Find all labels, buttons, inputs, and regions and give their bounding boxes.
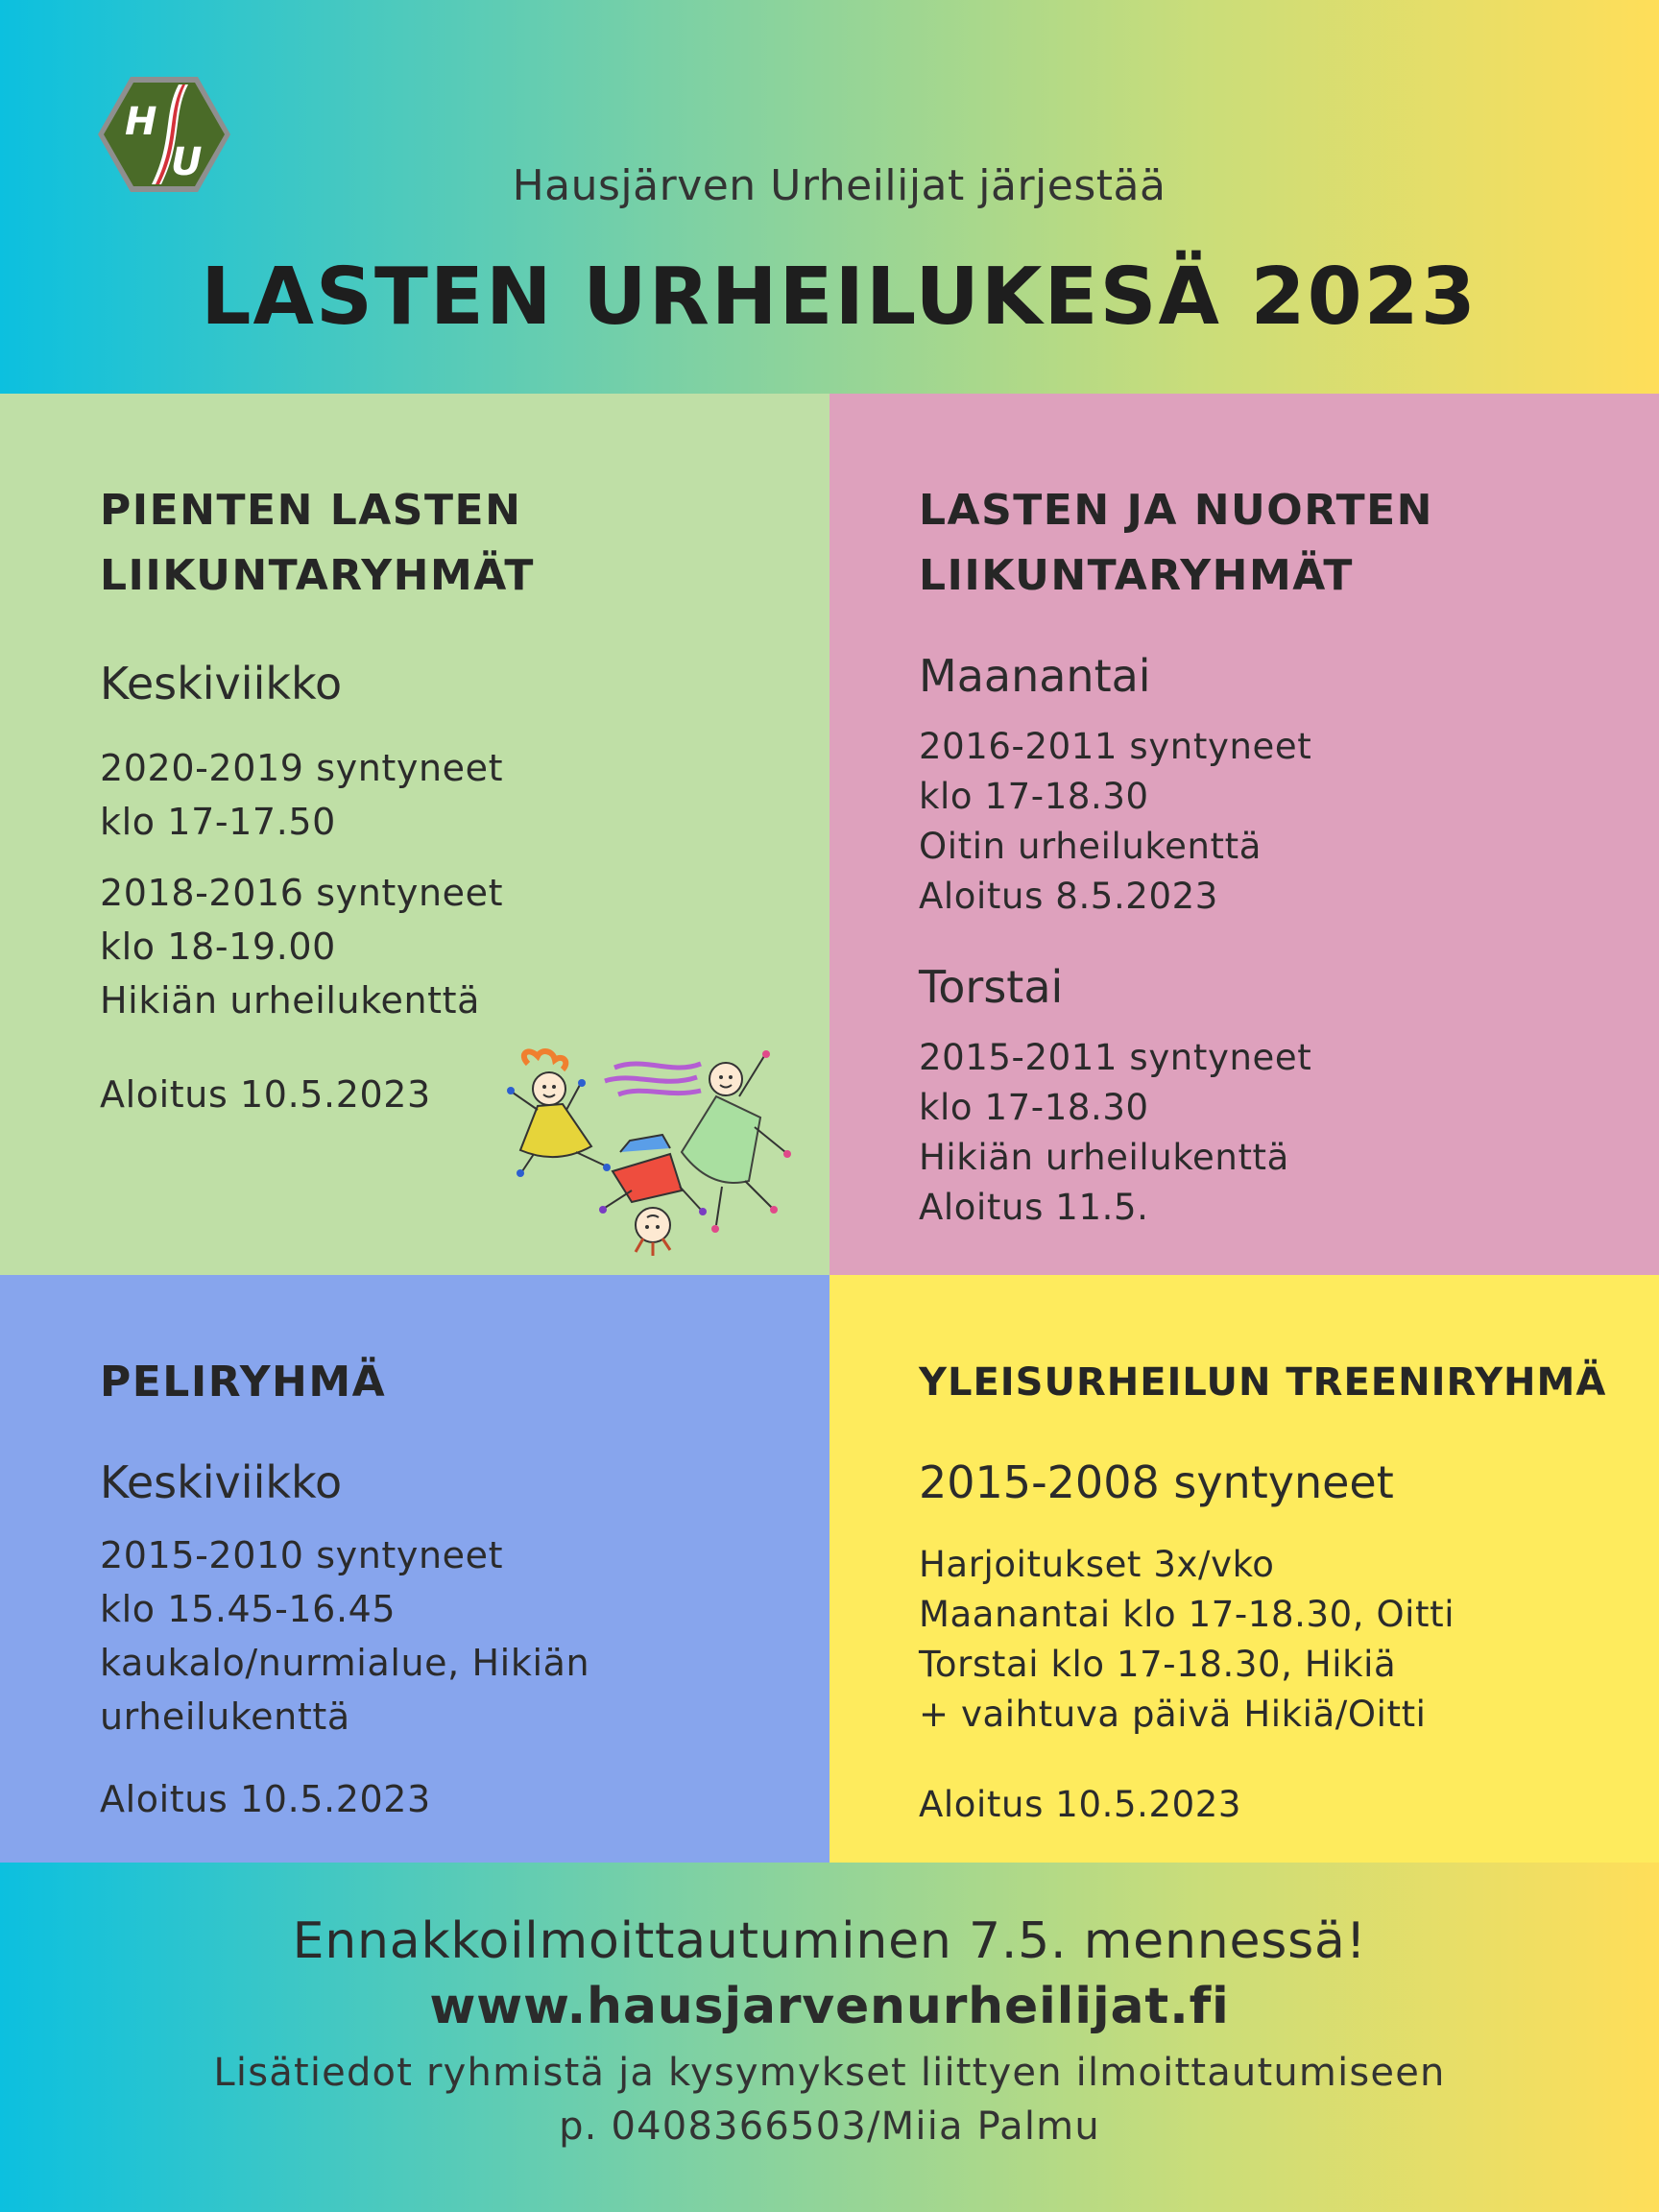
start-date: Aloitus 10.5.2023 bbox=[919, 1784, 1242, 1825]
start-date: Aloitus 10.5.2023 bbox=[100, 1778, 431, 1820]
group-time: klo 18-19.00 bbox=[100, 926, 336, 968]
svg-text:U: U bbox=[171, 140, 203, 184]
group-time: klo 17-18.30 bbox=[919, 776, 1149, 817]
svg-text:H: H bbox=[125, 100, 157, 144]
training-time: Torstai klo 17-18.30, Hikiä bbox=[919, 1644, 1397, 1685]
start-date: Aloitus 8.5.2023 bbox=[919, 876, 1218, 917]
panel-heading: LIIKUNTARYHMÄT bbox=[100, 551, 535, 600]
panel-heading: LIIKUNTARYHMÄT bbox=[919, 551, 1354, 600]
weekday: Keskiviikko bbox=[100, 658, 343, 709]
panel-heading: YLEISURHEILUN TREENIRYHMÄ bbox=[919, 1360, 1607, 1405]
registration-deadline: Ennakkoilmoittautuminen 7.5. mennessä! bbox=[292, 1912, 1367, 1970]
group-location: kaukalo/nurmialue, Hikiän bbox=[100, 1642, 590, 1684]
panel-heading: LASTEN JA NUORTEN bbox=[919, 486, 1433, 535]
group-years: 2015-2011 syntyneet bbox=[919, 1037, 1312, 1078]
panel-heading: PELIRYHMÄ bbox=[100, 1358, 387, 1407]
group-location: Hikiän urheilukenttä bbox=[100, 979, 481, 1022]
group-time: klo 17-18.30 bbox=[919, 1087, 1149, 1128]
subtitle: Hausjärven Urheilijat järjestää bbox=[512, 161, 1166, 210]
playing-kids-illustration bbox=[499, 1046, 806, 1272]
panel-peliryhma bbox=[0, 1275, 830, 1863]
start-date: Aloitus 11.5. bbox=[919, 1187, 1149, 1228]
weekday: Torstai bbox=[919, 961, 1064, 1013]
group-location: Hikiän urheilukenttä bbox=[919, 1137, 1289, 1178]
contact-phone: p. 0408366503/Miia Palmu bbox=[559, 2104, 1100, 2149]
group-years: 2018-2016 syntyneet bbox=[100, 872, 504, 914]
page-title: LASTEN URHEILUKESÄ 2023 bbox=[201, 252, 1478, 343]
contact-info: Lisätiedot ryhmistä ja kysymykset liittyen ilmoittautumiseen bbox=[213, 2051, 1446, 2095]
group-years: 2016-2011 syntyneet bbox=[919, 726, 1312, 767]
group-years: 2020-2019 syntyneet bbox=[100, 747, 504, 789]
group-location: urheilukenttä bbox=[100, 1695, 350, 1738]
group-years: 2015-2008 syntyneet bbox=[919, 1456, 1394, 1508]
training-time: Maanantai klo 17-18.30, Oitti bbox=[919, 1594, 1455, 1635]
weekday: Keskiviikko bbox=[100, 1456, 343, 1508]
website-link[interactable]: www.hausjarvenurheilijat.fi bbox=[429, 1978, 1230, 2035]
training-frequency: Harjoitukset 3x/vko bbox=[919, 1544, 1275, 1585]
group-years: 2015-2010 syntyneet bbox=[100, 1534, 504, 1576]
group-time: klo 17-17.50 bbox=[100, 801, 336, 843]
panel-yleisurheilu bbox=[830, 1275, 1659, 1863]
start-date: Aloitus 10.5.2023 bbox=[100, 1073, 431, 1116]
panel-heading: PIENTEN LASTEN bbox=[100, 486, 522, 535]
group-location: Oitin urheilukenttä bbox=[919, 826, 1262, 867]
header-band bbox=[0, 0, 1659, 394]
training-time: + vaihtuva päivä Hikiä/Oitti bbox=[919, 1694, 1427, 1735]
group-time: klo 15.45-16.45 bbox=[100, 1588, 397, 1630]
panel-lasten-ja-nuorten bbox=[830, 394, 1659, 1275]
weekday: Maanantai bbox=[919, 650, 1151, 702]
